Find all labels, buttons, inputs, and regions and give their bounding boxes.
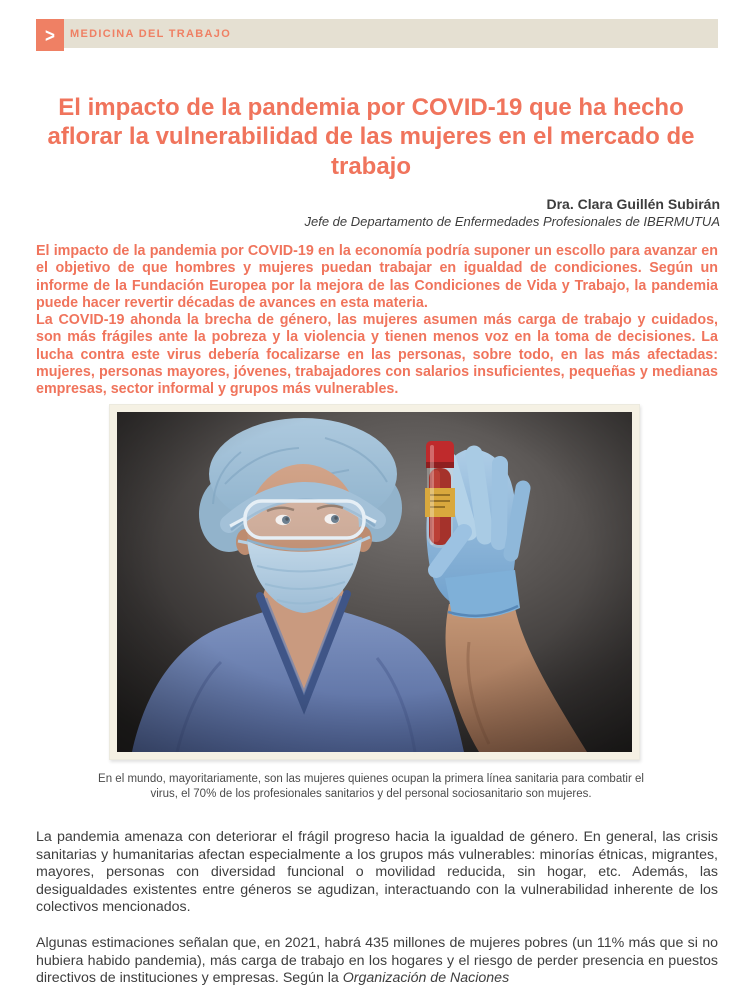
body-paragraph-2-italic: Organización de Naciones xyxy=(342,970,510,987)
lead-paragraph xyxy=(36,243,718,399)
body-paragraph-2-text: Algunas estimaciones señalan que, en 2021, habrá 435 millones de mujeres pobres (un 11% más que si no hubiera habido pandemia), más carga de trabajo en los hogares y el riesgo de perder presencia en puestos directivos de instituciones y empresas. Según la xyxy=(36,934,718,987)
section-label: MEDICINA DEL TRABAJO xyxy=(70,28,232,40)
body-paragraph-1: La pandemia amenaza con deteriorar el frágil progreso hacia la igualdad de género. En general, las crisis sanitarias y humanitarias afectan especialmente a los grupos más vulnerables: minorías étnicas, migrantes, mayores, personas con diversidad funcional o movilidad reducida, sin hogar, etc. Además, las desigualdades existentes entre géneros se agudizan, interactuando con la vulnerabilidad inherente de los colectivos mencionados. xyxy=(36,829,718,916)
photo-caption: En el mundo, mayoritariamente, son las mujeres quienes ocupan la primera línea sanitaria para combatir el virus, el 70% de los profesionales sanitarios y del personal sociosanitario son mujeres. xyxy=(98,773,644,801)
lead-paragraph-part2: La COVID-19 ahonda la brecha de género, las mujeres asumen más carga de trabajo y cuidados, son más frágiles ante la pobreza y la violencia y tienen menos voz en la toma de decisiones. La lucha contra este virus debería focalizarse en las personas, sobre todo, en las más afectadas: mujeres, personas mayores, jóvenes, trabajadores con salarios insuficientes, pequeñas y medianas empresas, sector informal y grupos más vulnerables. xyxy=(36,312,718,398)
chevron-right-icon: > xyxy=(45,24,55,46)
author-name: Dra. Clara Guillén Subirán xyxy=(546,196,720,212)
article-figure xyxy=(109,404,640,760)
article-body xyxy=(36,829,718,988)
lead-paragraph-part1: El impacto de la pandemia por COVID-19 en la economía podría suponer un escollo para avanzar en el objetivo de que hombres y mujeres puedan trabajar en igualdad de condiciones. Según un informe de la Fundación Europea por la mejora de las Condiciones de Vida y Trabajo, la pandemia puede hacer revertir décadas de avances en esta materia. xyxy=(36,243,718,311)
kicker-arrow-box xyxy=(36,19,64,51)
body-paragraph-2 xyxy=(36,935,718,988)
byline xyxy=(305,196,721,230)
article-photo xyxy=(117,412,632,752)
author-role: Jefe de Departamento de Enfermedades Profesionales de IBERMUTUA xyxy=(304,213,720,229)
article-title: El impacto de la pandemia por COVID-19 que ha hecho aflorar la vulnerabilidad de las mujeres en el mercado de trabajo xyxy=(47,94,695,180)
photo-frame xyxy=(109,404,640,760)
